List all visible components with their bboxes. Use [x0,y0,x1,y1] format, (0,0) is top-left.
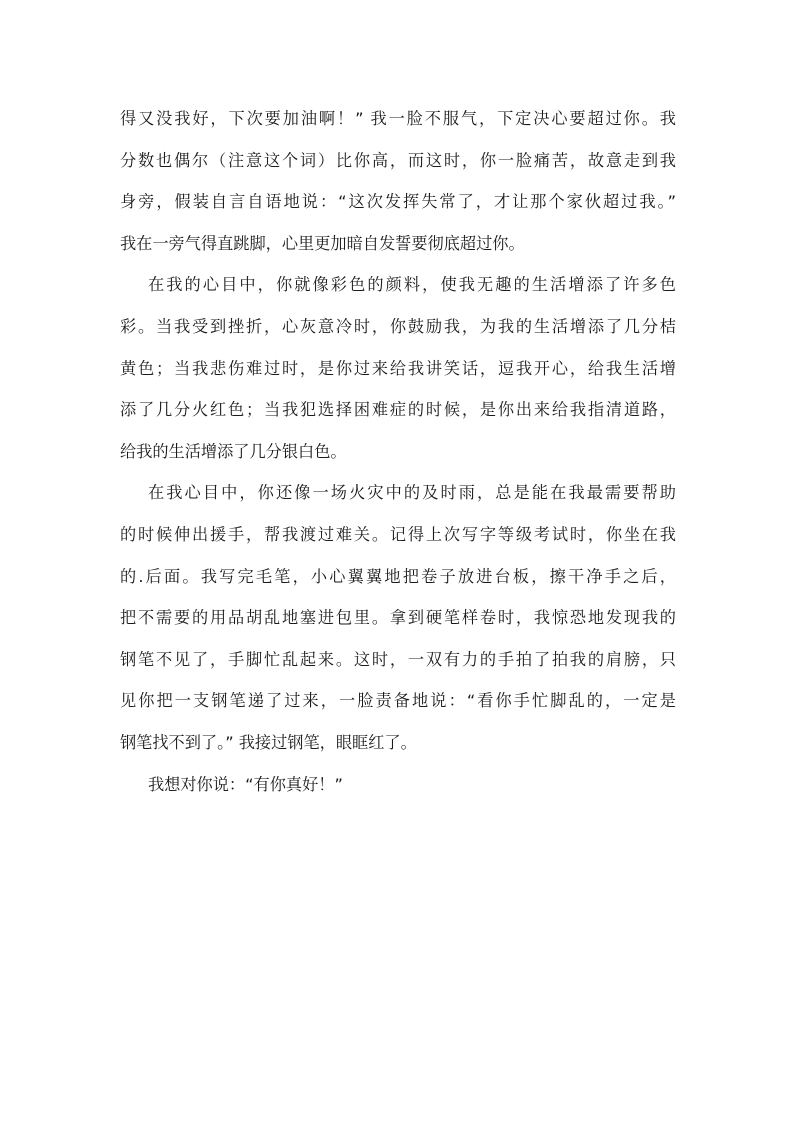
text-line: 我在一旁气得直跳脚，心里更加暗自发誓要彻底超过你。 [120,233,525,253]
text-line: 给我的生活增添了几分银白色。 [120,441,347,461]
text-line: 钢笔找不到了。” 我接过钢笔，眼眶红了。 [120,732,417,752]
text-line: 身旁，假装自言自语地说：“这次发挥失常了，才让那个家伙超过我。” [120,192,676,212]
paragraph-first-line: 在我的心目中，你就像彩色的颜料，使我无趣的生活增添了许多色 [148,275,676,295]
text-line: 添了几分火红色；当我犯选择困难症的时候，是你出来给我指清道路， [120,400,676,420]
essay-text-block [120,100,676,807]
text-line: 彩。当我受到挫折，心灰意冷时，你鼓励我，为我的生活增添了几分桔 [120,316,676,336]
text-line: 黄色；当我悲伤难过时，是你过来给我讲笑话，逗我开心，给我生活增 [120,358,676,378]
text-line: 分数也偶尔（注意这个词）比你高，而这时，你一脸痛苦，故意走到我 [120,150,676,170]
text-line: 把不需要的用品胡乱地塞进包里。拿到硬笔样卷时，我惊恐地发现我的 [120,608,676,628]
text-line: 的.后面。我写完毛笔，小心翼翼地把卷子放进台板，擦干净手之后， [120,566,676,586]
text-line: 的时候伸出援手，帮我渡过难关。记得上次写字等级考试时，你坐在我 [120,524,676,544]
text-line: 见你把一支钢笔递了过来，一脸责备地说：“看你手忙脚乱的，一定是 [120,691,676,711]
paragraph-first-line: 在我心目中，你还像一场火灾中的及时雨，总是能在我最需要帮助 [148,483,676,503]
text-line: 得又没我好，下次要加油啊！” 我一脸不服气，下定决心要超过你。我 [120,109,676,128]
paragraph-first-line: 我想对你说：“有你真好！” [148,774,343,794]
text-line: 钢笔不见了，手脚忙乱起来。这时，一双有力的手拍了拍我的肩膀，只 [120,649,676,669]
